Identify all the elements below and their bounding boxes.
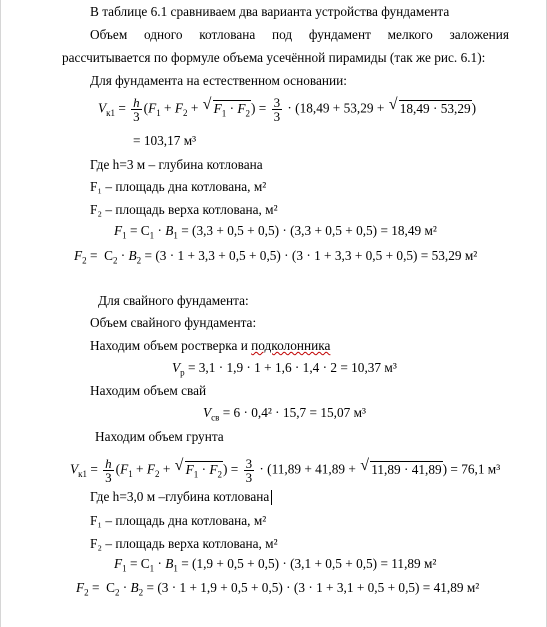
paragraph-line-2: рассчитывается по формуле объема усечённой пирамиды (так же рис. 6.1): [62,50,486,65]
pile-volume-label: Объем свайного фундамента: [90,315,257,330]
f2-formula-pile-value: = (3 · 1 + 1,9 + 0,5 + 0,5) · (3 · 1 + 3,1 + 0,5 + 0,5) = 41,89 м² [146,580,480,595]
grillage-label-text: Находим объем ростверка и [90,338,252,353]
page-left-edge [0,0,1,627]
f1-formula-natural-value: = (3,3 + 0,5 + 0,5) · (3,3 + 0,5 + 0,5) = 18,49 м² [181,223,437,238]
f1-formula-pile-value: = (1,9 + 0,5 + 0,5) · (3,1 + 0,5 + 0,5) = 11,89 м² [181,556,437,571]
vk1-natural-result: = 103,17 м³ [133,133,197,148]
vk1-formula-pile: $V_{к1}$ = $\frac{h}{3}$ ($F_1 + F_2$ + √ $F_1 \cdot F_2$) = $\frac{3}{3}$ · (11,89 + 41,89 + √ 11,89 · 41,89) = 76,1 м³ [70,457,500,484]
f1-note-natural: F₁ – площадь дна котлована, м² [90,179,267,194]
pile-foundation-label: Для свайного фундамента: [98,293,249,308]
text-cursor [271,490,272,505]
piles-volume-label: Находим объем свай [90,383,207,398]
vk1-formula-natural: $V_{к1}$ = $\frac{h}{3}$ ($F_1 + F_2$ + √ $F_1 \cdot F_2$) = $\frac{3}{3}$ · (18,49 + 53,29 + √ 18,49 · 53,29) [98,96,476,123]
grillage-label-flagged-word: подколонника [251,338,331,353]
vk1-pile-numbers: (11,89 + 41,89 + [267,461,360,477]
depth-note-natural: Где h=3 м – глубина котлована [90,157,263,172]
f1-formula-pile: $F_1 = С_1 \cdot B_1 = (1,9 + 0,5 + 0,5) \cdot (3,1 + 0,5 + 0,5) = 11,89$ м² [114,556,437,574]
vp-formula: $V_р = 3,1 \cdot 1,9 \cdot 1 + 1,6 \cdot 1,4 \cdot 2 = 10,37$ м³ [172,360,397,378]
vk1-pile-sqrt: 11,89 · 41,89 [371,461,442,477]
vk1-pile-result: ) = 76,1 м³ [442,461,501,477]
vk1-natural-sqrt: 18,49 · 53,29 [399,100,471,116]
vsv-formula-value: = 6 · 0,4² · 15,7 = 15,07 м³ [222,405,366,420]
f2-note-pile: F₂ – площадь верха котлована, м² [90,536,278,551]
depth-note-pile-text: Где h=3,0 м –глубина котлована [90,489,270,504]
f2-formula-natural-value: = (3 · 1 + 3,3 + 0,5 + 0,5) · (3 · 1 + 3,3 + 0,5 + 0,5) = 53,29 м² [144,248,478,263]
vk1-natural-numbers: (18,49 + 53,29 + [295,100,388,116]
soil-volume-label: Находим объем грунта [95,429,224,444]
depth-note-pile [90,489,272,505]
f1-note-pile: F₁ – площадь дна котлована, м² [90,513,267,528]
f1-formula-natural: $F_1 = С_1 \cdot B_1 = (3,3 + 0,5 + 0,5) \cdot (3,3 + 0,5 + 0,5) = 18,49$ м² [114,223,437,241]
intro-text: В таблице 6.1 сравниваем два варианта устройства фундамента [90,4,450,19]
vp-formula-value: = 3,1 · 1,9 · 1 + 1,6 · 1,4 · 2 = 10,37 м³ [187,360,397,375]
f2-formula-pile: $F_2 = С_2 \cdot B_2 = (3 \cdot 1 + 1,9 + 0,5 + 0,5) \cdot (3 \cdot 1 + 3,1 + 0,5 + 0,5) = 41,89$ м² [76,580,480,598]
grillage-label [90,338,330,354]
f2-formula-natural: $F_2 = С_2 \cdot B_2 = (3 \cdot 1 + 3,3 + 0,5 + 0,5) \cdot (3 \cdot 1 + 3,3 + 0,5 + 0,5) = 53,29$ м² [74,248,478,266]
paragraph-line-1: Объем одного котлована под фундамент мелкого заложения [90,27,509,42]
natural-foundation-label: Для фундамента на естественном основании: [90,73,347,88]
vsv-formula: $V_{св} = 6 \cdot 0,4^2 \cdot 15,7 = 15,07$ м³ [203,405,366,423]
f2-note-natural: F₂ – площадь верха котлована, м² [90,202,278,217]
